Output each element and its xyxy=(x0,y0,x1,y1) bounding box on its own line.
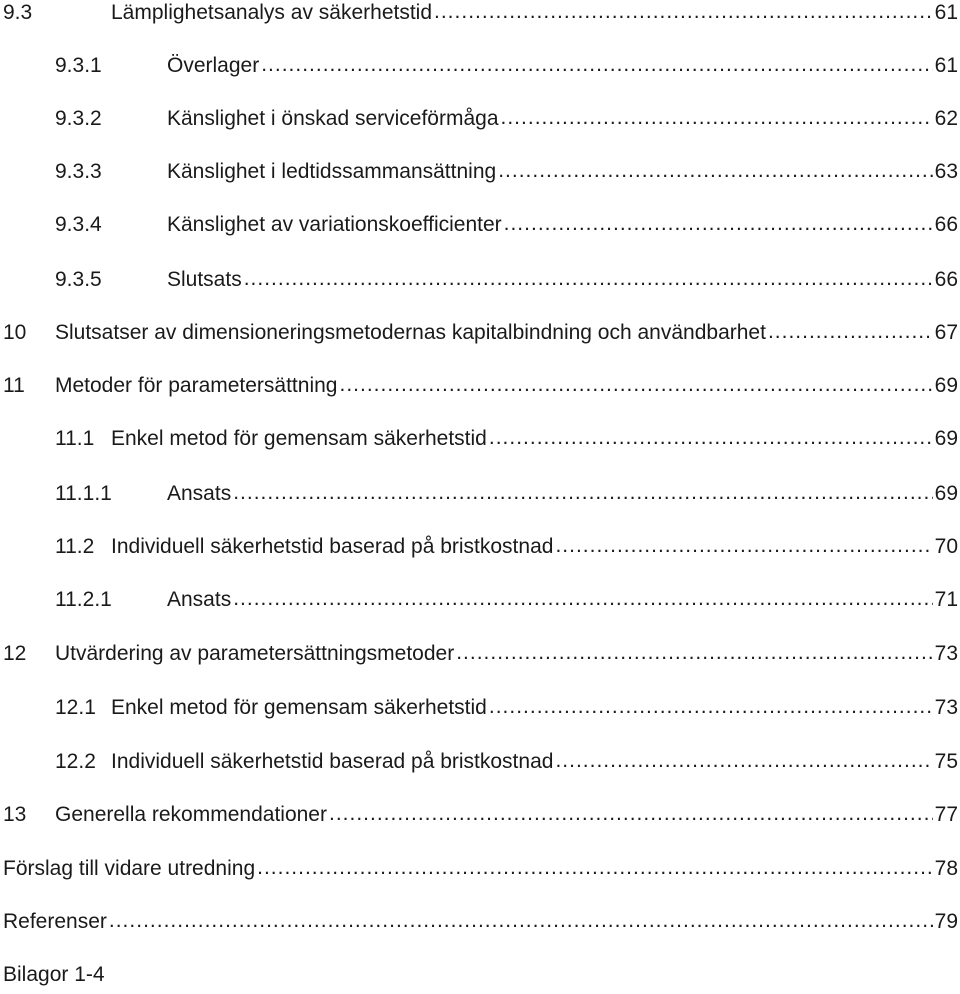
toc-dot-leader xyxy=(501,101,933,135)
toc-entry-number: 12.2 xyxy=(55,750,96,773)
toc-dot-leader xyxy=(257,851,933,885)
toc-entry-page: 63 xyxy=(934,160,958,183)
toc-dot-leader xyxy=(233,476,932,510)
toc-entry-title: Överlager xyxy=(167,54,260,77)
toc-entry-title: Lämplighetsanalys av säkerhetstid xyxy=(111,1,433,24)
toc-entry-number: 13 xyxy=(3,803,27,826)
toc-entry-title: Ansats xyxy=(167,588,232,611)
toc-entry-title: Individuell säkerhetstid baserad på bristkostnad xyxy=(111,535,554,558)
toc-entry-number: 11.2 xyxy=(55,535,95,558)
toc-entry-number: 11.1.1 xyxy=(55,482,112,505)
toc-entry-number: 11.2.1 xyxy=(55,588,112,611)
toc-entry-title: Enkel metod för gemensam säkerhetstid xyxy=(111,427,487,450)
toc-entry-title: Metoder för parametersättning xyxy=(55,374,338,397)
toc-entry-13[interactable] xyxy=(0,798,960,832)
toc-entry-title: Enkel metod för gemensam säkerhetstid xyxy=(111,696,487,719)
toc-entry-page: 61 xyxy=(934,1,958,24)
toc-dot-leader xyxy=(233,582,932,616)
toc-entry-number: 9.3.3 xyxy=(55,160,102,183)
toc-entry-title: Slutsats xyxy=(167,268,242,291)
toc-entry-title: Känslighet av variationskoefficienter xyxy=(167,213,502,236)
toc-dot-leader xyxy=(489,690,933,724)
toc-entry-number: 12 xyxy=(3,642,27,665)
toc-entry-page: 62 xyxy=(934,107,958,130)
toc-entry-bilagor[interactable] xyxy=(0,958,960,992)
toc-entry-11[interactable] xyxy=(0,369,960,403)
toc-entry-number: 9.3 xyxy=(3,1,33,24)
toc-entry-10[interactable] xyxy=(0,316,960,350)
toc-entry-forslag[interactable] xyxy=(0,852,960,886)
toc-entry-page: 61 xyxy=(934,54,958,77)
toc-dot-leader xyxy=(434,0,933,29)
toc-entry-page: 69 xyxy=(934,374,958,397)
toc-dot-leader xyxy=(261,48,932,82)
toc-dot-leader xyxy=(498,154,932,188)
toc-entry-page: 66 xyxy=(934,268,958,291)
toc-entry-12-1[interactable] xyxy=(0,691,960,725)
toc-dot-leader xyxy=(244,262,933,296)
toc-entry-9-3-4[interactable] xyxy=(0,208,960,242)
toc-entry-title: Generella rekommendationer xyxy=(55,803,327,826)
toc-dot-leader xyxy=(109,904,933,938)
toc-entry-9-3-1[interactable] xyxy=(0,49,960,83)
toc-entry-9-3-5[interactable] xyxy=(0,263,960,297)
toc-entry-number: 10 xyxy=(3,321,27,344)
toc-entry-title: Ansats xyxy=(167,482,232,505)
toc-entry-11-2-1[interactable] xyxy=(0,583,960,617)
toc-dot-leader xyxy=(329,797,933,831)
toc-entry-9-3[interactable] xyxy=(0,0,960,30)
toc-entry-page: 70 xyxy=(934,535,958,558)
toc-entry-9-3-3[interactable] xyxy=(0,155,960,189)
toc-entry-title: Förslag till vidare utredning xyxy=(3,857,256,880)
toc-entry-referenser[interactable] xyxy=(0,905,960,939)
toc-entry-title: Utvärdering av parametersättningsmetoder xyxy=(55,642,455,665)
toc-entry-title: Bilagor 1-4 xyxy=(3,963,105,986)
toc-dot-leader xyxy=(504,207,933,241)
toc-entry-page: 69 xyxy=(934,482,958,505)
toc-entry-number: 9.3.4 xyxy=(55,213,102,236)
toc-entry-page: 69 xyxy=(934,427,958,450)
toc-entry-page: 79 xyxy=(934,910,958,933)
toc-entry-11-1[interactable] xyxy=(0,422,960,456)
toc-entry-number: 9.3.5 xyxy=(55,268,102,291)
toc-entry-number: 9.3.2 xyxy=(55,107,102,130)
toc-entry-title: Känslighet i ledtidssammansättning xyxy=(167,160,497,183)
toc-entry-12-2[interactable] xyxy=(0,745,960,779)
toc-entry-number: 9.3.1 xyxy=(55,54,102,77)
toc-entry-page: 75 xyxy=(934,750,958,773)
toc-entry-title: Referenser xyxy=(3,910,107,933)
toc-entry-9-3-2[interactable] xyxy=(0,102,960,136)
toc-dot-leader xyxy=(339,368,932,402)
toc-entry-12[interactable] xyxy=(0,637,960,671)
toc-entry-page: 73 xyxy=(934,696,958,719)
toc-entry-page: 73 xyxy=(934,642,958,665)
toc-dot-leader xyxy=(768,315,933,349)
toc-entry-title: Slutsatser av dimensioneringsmetodernas kapitalbindning och användbarhet xyxy=(55,321,766,344)
toc-dot-leader xyxy=(489,421,933,455)
toc-entry-page: 78 xyxy=(934,857,958,880)
toc-entry-page: 77 xyxy=(934,803,958,826)
toc-dot-leader xyxy=(456,636,932,670)
toc-entry-page: 66 xyxy=(934,213,958,236)
toc-entry-number: 11 xyxy=(3,374,25,397)
toc-entry-11-1-1[interactable] xyxy=(0,477,960,511)
toc-entry-page: 67 xyxy=(934,321,958,344)
toc-entry-title: Individuell säkerhetstid baserad på bristkostnad xyxy=(111,750,554,773)
toc-dot-leader xyxy=(555,529,932,563)
toc-entry-page: 71 xyxy=(934,588,958,611)
toc-entry-title: Känslighet i önskad serviceförmåga xyxy=(167,107,499,130)
toc-entry-number: 12.1 xyxy=(55,696,96,719)
toc-entry-11-2[interactable] xyxy=(0,530,960,564)
toc-dot-leader xyxy=(555,744,932,778)
toc-entry-number: 11.1 xyxy=(55,427,95,450)
